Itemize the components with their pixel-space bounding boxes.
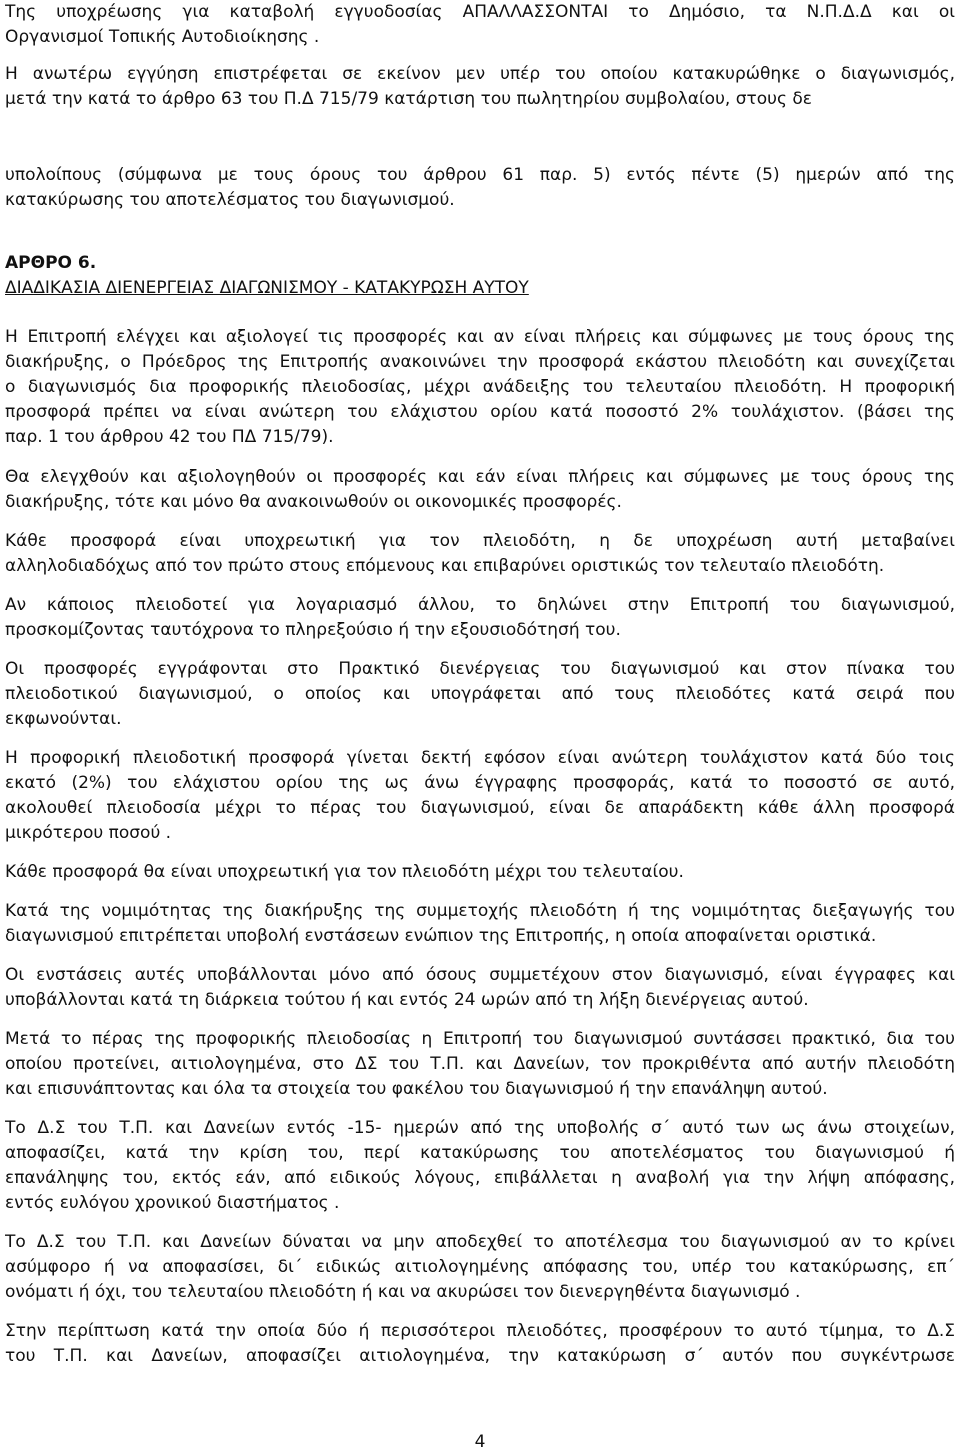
article-subheading: ΔΙΑΔΙΚΑΣΙΑ ΔΙΕΝΕΡΓΕΙΑΣ ΔΙΑΓΩΝΙΣΜΟΥ - ΚΑΤΑΚΥΡΩΣΗ ΑΥΤΟΥ [5, 278, 529, 298]
paragraph-line: και επισυνάπτοντας και όλα τα στοιχεία του φακέλου του διαγωνισμού ή την επανάληψη αυτού. [5, 1079, 828, 1099]
paragraph-line: Μετά το πέρας της προφορικής πλειοδοσίας η Επιτροπή του διαγωνισμού συντάσσει πρακτικό, δια του [5, 1029, 955, 1049]
article-heading: ΑΡΘΡΟ 6. [5, 253, 97, 273]
paragraph-line: εκατό (2%) του ελάχιστου ορίου της ως άνω έγγραφης προσφοράς, κατά το ποσοστό σε αυτό, [5, 773, 955, 793]
paragraph-line: Αν κάποιος πλειοδοτεί για λογαριασμό άλλου, το δηλώνει στην Επιτροπή του διαγωνισμού, [5, 595, 955, 615]
paragraph-line: προσκομίζοντας ταυτόχρονα το πληρεξούσιο ή την εξουσιοδότησή του. [5, 620, 621, 640]
paragraph-line: Στην περίπτωση κατά την οποία δύο ή περισσότεροι πλειοδότες, προσφέρουν το αυτό τίμημα, το Δ.Σ [5, 1321, 955, 1341]
paragraph-line: αποφασίζει, κατά την κρίση του, περί κατακύρωσης του αποτελέσματος του διαγωνισμού ή [5, 1143, 955, 1163]
paragraph-line: αλληλοδιαδόχως από τον πρώτο στους επόμενους και επιβαρύνει οριστικώς τον τελευταίο πλειοδότη. [5, 556, 885, 576]
paragraph-line: μικρότερου ποσού . [5, 823, 172, 843]
paragraph-line: οποίου προτείνει, αιτιολογημένα, στο ΔΣ του Τ.Π. και Δανείων, τον προκριθέντα από αυτήν πλειοδότη [5, 1054, 955, 1074]
paragraph-line: Οι προσφορές εγγράφονται στο Πρακτικό διενέργειας του διαγωνισμού και στον πίνακα του [5, 659, 955, 679]
paragraph-line: εκφωνούνται. [5, 709, 122, 729]
paragraph-line: διακήρυξης, ο Πρόεδρος της Επιτροπής ανακοινώνει την προσφορά εκάστου πλειοδότη και συνεχίζεται [5, 352, 955, 372]
paragraph-line: Το Δ.Σ του Τ.Π. και Δανείων δύναται να μην αποδεχθεί το αποτέλεσμα του διαγωνισμού αν το κρίνει [5, 1232, 955, 1252]
paragraph-line: πλειοδοτικού διαγωνισμού, ο οποίος και υπογράφεται από τους πλειοδότες κατά σειρά που [5, 684, 955, 704]
intro-line: υπολοίπους (σύμφωνα με τους όρους του άρθρου 61 παρ. 5) εντός πέντε (5) ημερών από της [5, 165, 955, 185]
paragraph-line: ασύμφορο ή να αποφασίσει, δι΄ ειδικώς αιτιολογημένης απόφασης του, υπέρ του κατακύρωσης, επ΄ [5, 1257, 955, 1277]
intro-line: μετά την κατά το άρθρο 63 του Π.Δ 715/79 κατάρτιση του πωλητηρίου συμβολαίου, στους δε [5, 89, 812, 109]
paragraph-line: Θα ελεγχθούν και αξιολογηθούν οι προσφορές και εάν είναι πλήρεις και σύμφωνες με τους όρους της [5, 467, 955, 487]
paragraph-line: διαγωνισμού επιτρέπεται υποβολή ενστάσεων ενώπιον της Επιτροπής, η οποία αποφαίνεται οριστικά. [5, 926, 877, 946]
paragraph-line: Η προφορική πλειοδοτική προσφορά γίνεται δεκτή εφόσον είναι ανώτερη τουλάχιστον κατά δύο τοις [5, 748, 955, 768]
paragraph-line: εντός ευλόγου χρονικού διαστήματος . [5, 1193, 340, 1213]
paragraph-line: διακήρυξης, τότε και μόνο θα ανακοινωθούν οι οικονομικές προσφορές. [5, 492, 622, 512]
page-number: 4 [474, 1432, 486, 1452]
paragraph-line: Οι ενστάσεις αυτές υποβάλλονται μόνο από όσους συμμετέχουν στον διαγωνισμό, είναι έγγραφες και [5, 965, 955, 985]
paragraph-line: ο διαγωνισμός δια προφορικής πλειοδοσίας, μέχρι ανάδειξης του τελευταίου πλειοδότη. Η προφορική [5, 377, 955, 397]
intro-line: Οργανισμοί Τοπικής Αυτοδιοίκησης . [5, 27, 320, 47]
paragraph-line: παρ. 1 του άρθρου 42 του ΠΔ 715/79). [5, 427, 334, 447]
paragraph-line: Κάθε προσφορά θα είναι υποχρεωτική για τον πλειοδότη μέχρι του τελευταίου. [5, 862, 684, 882]
paragraph-line: Κατά της νομιμότητας της διακήρυξης της συμμετοχής πλειοδότη ή της νομιμότητας διεξαγωγής του [5, 901, 955, 921]
paragraph-line: Το Δ.Σ του Τ.Π. και Δανείων εντός -15- ημερών από της υποβολής σ΄ αυτό των ως άνω στοιχείων, [5, 1118, 955, 1138]
intro-line: Της υποχρέωσης για καταβολή εγγυοδοσίας ΑΠΑΛΛΑΣΣΟΝΤΑΙ το Δημόσιο, τα Ν.Π.Δ.Δ και οι [5, 2, 955, 22]
paragraph-line: Η Επιτροπή ελέγχει και αξιολογεί τις προσφορές και αν είναι πλήρεις και σύμφωνες με τους όρους της [5, 327, 955, 347]
intro-line: κατακύρωσης του αποτελέσματος του διαγωνισμού. [5, 190, 455, 210]
paragraph-line: προσφορά πρέπει να είναι ανώτερη του ελάχιστου ορίου κατά ποσοστό 2% τουλάχιστον. (βάσει της [5, 402, 955, 422]
paragraph-line: υποβάλλονται κατά τη διάρκεια τούτου ή και εντός 24 ωρών από τη λήξη διενέργειας αυτού. [5, 990, 809, 1010]
intro-line: Η ανωτέρω εγγύηση επιστρέφεται σε εκείνον μεν υπέρ του οποίου κατακυρώθηκε ο διαγωνισμός, [5, 64, 955, 84]
paragraph-line: επανάληψης του, εκτός εάν, από ειδικούς λόγους, επιβάλλεται η αναβολή για την λήψη απόφασης, [5, 1168, 955, 1188]
paragraph-line: του Τ.Π. και Δανείων, αποφασίζει αιτιολογημένα, την κατακύρωση σ΄ αυτόν που συγκέντρωσε [5, 1346, 955, 1366]
paragraph-line: ονόματι ή όχι, του τελευταίου πλειοδότη ή και να ακυρώσει τον διενεργηθέντα διαγωνισμό . [5, 1282, 801, 1302]
paragraph-line: Κάθε προσφορά είναι υποχρεωτική για τον πλειοδότη, η δε υποχρέωση αυτή μεταβαίνει [5, 531, 955, 551]
paragraph-line: ακολουθεί πλειοδοσία μέχρι το πέρας του διαγωνισμού, είναι δε απαράδεκτη κάθε άλλη προσφορά [5, 798, 955, 818]
